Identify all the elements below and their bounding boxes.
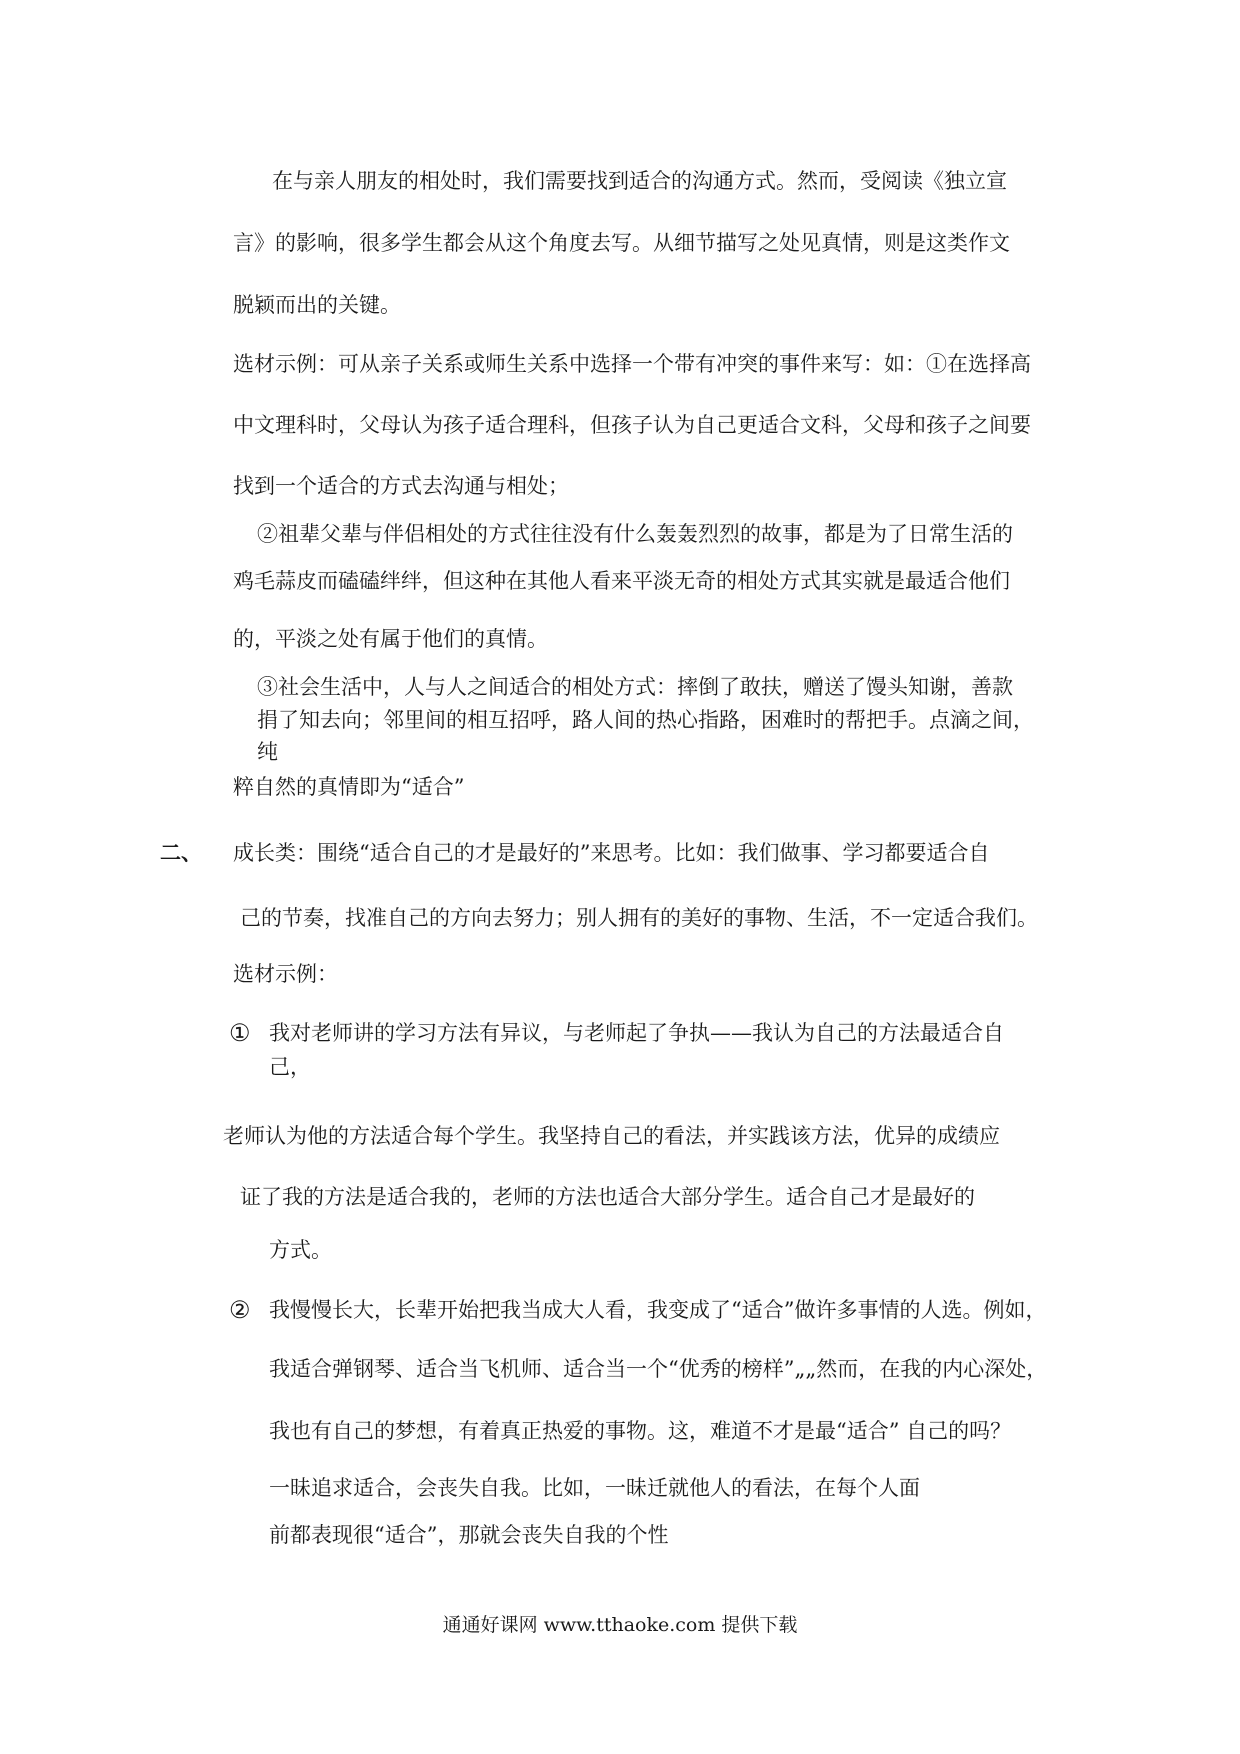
text-line: 我适合弹钢琴、适合当飞机师、适合当一个“优秀的榜样”„„然而，在我的内心深处，: [269, 1357, 1048, 1381]
text-line: 找到一个适合的方式去沟通与相处；: [233, 474, 569, 498]
text-line: 我也有自己的梦想，有着真正热爱的事物。这，难道不才是最“适合” 自己的吗？: [269, 1419, 1012, 1443]
text-line: ②祖辈父辈与伴侣相处的方式往往没有什么轰轰烈烈的故事，都是为了日常生活的: [257, 522, 1013, 546]
circled-number: ①: [229, 1019, 251, 1047]
text-line: 证了我的方法是适合我的，老师的方法也适合大部分学生。适合自己才是最好的: [240, 1185, 975, 1209]
text-line: 我对老师讲的学习方法有异议，与老师起了争执——我认为自己的方法最适合自: [269, 1021, 1004, 1045]
text-line: 言》的影响，很多学生都会从这个角度去写。从细节描写之处见真情，则是这类作文: [233, 231, 1010, 255]
text-line: 老师认为他的方法适合每个学生。我坚持自己的看法，并实践该方法，优异的成绩应: [223, 1124, 1000, 1148]
text-line: 选材示例：: [233, 962, 338, 986]
text-line: 脱颖而出的关键。: [233, 293, 401, 317]
text-line: 方式。: [269, 1238, 332, 1262]
page-footer: 通通好课网 www.tthaoke.com 提供下载: [442, 1614, 798, 1636]
text-line: 捐了知去向；邻里间的相互招呼，路人间的热心指路，困难时的帮把手。点滴之间，: [257, 708, 1034, 732]
text-line: 己的节奏，找准自己的方向去努力；别人拥有的美好的事物、生活，不一定适合我们。: [240, 906, 1038, 930]
text-line: 前都表现很“适合”，那就会丧失自我的个性: [269, 1523, 669, 1547]
text-line: 鸡毛蒜皮而磕磕绊绊，但这种在其他人看来平淡无奇的相处方式其实就是最适合他们: [233, 569, 1010, 593]
text-line: 粹自然的真情即为“适合”: [233, 775, 465, 799]
text-line: 纯: [257, 740, 278, 764]
text-line: ③社会生活中，人与人之间适合的相处方式：摔倒了敢扶，赠送了馒头知谢，善款: [257, 675, 1013, 699]
text-line: 己，: [269, 1055, 311, 1079]
circled-number: ②: [229, 1296, 251, 1324]
text-line: 我慢慢长大，长辈开始把我当成大人看，我变成了“适合”做许多事情的人选。例如，: [269, 1298, 1047, 1322]
section-heading: 成长类：围绕“适合自己的才是最好的”来思考。比如：我们做事、学习都要适合自: [233, 841, 990, 865]
section-number: 二、: [160, 840, 202, 865]
text-line: 选材示例：可从亲子关系或师生关系中选择一个带有冲突的事件来写：如：①在选择高: [233, 352, 1031, 376]
text-line: 中文理科时，父母认为孩子适合理科，但孩子认为自己更适合文科，父母和孩子之间要: [233, 413, 1031, 437]
text-line: 在与亲人朋友的相处时，我们需要找到适合的沟通方式。然而，受阅读《独立宣: [272, 169, 1007, 193]
text-line: 一昧追求适合，会丧失自我。比如，一昧迁就他人的看法，在每个人面: [269, 1476, 920, 1500]
text-line: 的，平淡之处有属于他们的真情。: [233, 627, 548, 651]
